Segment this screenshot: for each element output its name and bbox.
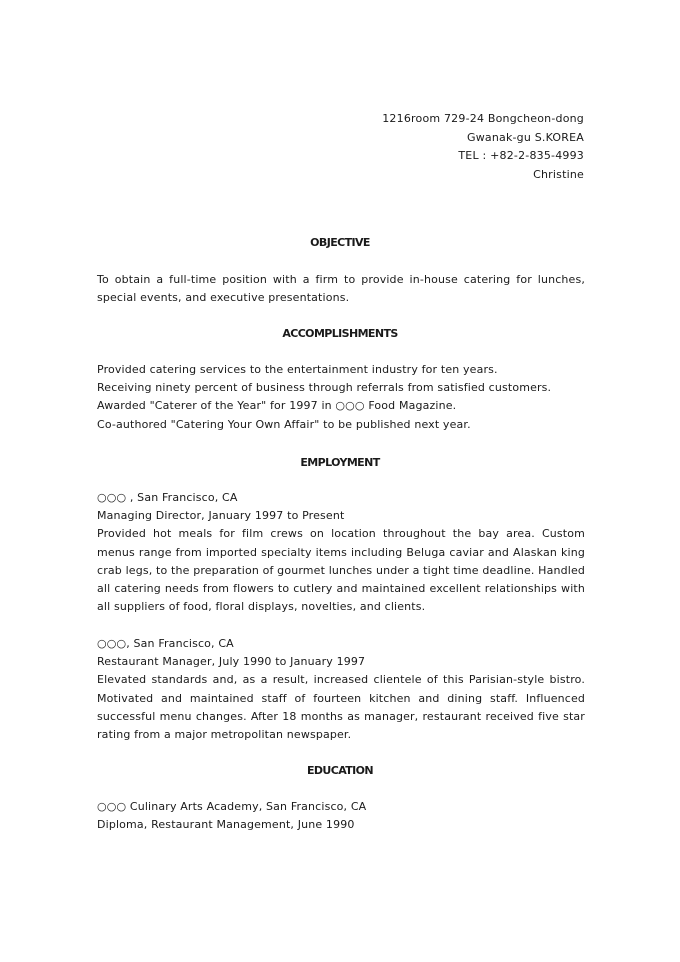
job-company: ○○○ , San Francisco, CA bbox=[97, 491, 238, 504]
job-description: Elevated standards and, as a result, increased clientele of this Parisian-style bistro. Motivated and maintained staff of fourteen kitchen and dining staff. Influenced successful menu changes. After 18 months as manager, restaurant received five star rating from a major metropolitan newspaper. bbox=[97, 673, 585, 742]
job-entry bbox=[97, 635, 585, 744]
education-degree: Diploma, Restaurant Management, June 1990 bbox=[97, 818, 355, 832]
list-item: Co-authored "Catering Your Own Affair" to be published next year. bbox=[97, 417, 471, 431]
list-item: Provided catering services to the entertainment industry for ten years. bbox=[97, 363, 498, 376]
objective-text: To obtain a full-time position with a firm to provide in-house catering for lunches, special events, and executive presentations. bbox=[97, 273, 585, 305]
education-entry bbox=[97, 798, 585, 834]
education-heading: EDUCATION bbox=[306, 764, 374, 777]
job-description: Provided hot meals for film crews on location throughout the bay area. Custom menus range from imported specialty items including Beluga caviar and Alaskan king crab legs, to the preparation of gourmet lunches under a tight time deadline. Handled all catering needs from flowers to cutlery and maintained excellent relationships with all suppliers of food, floral displays, novelties, and clients. bbox=[97, 527, 585, 614]
contact-block bbox=[382, 110, 584, 184]
job-company: ○○○, San Francisco, CA bbox=[97, 637, 234, 650]
accomplishments-list bbox=[97, 361, 585, 434]
objective-heading: OBJECTIVE bbox=[310, 236, 370, 249]
job-title: Restaurant Manager, July 1990 to January 1997 bbox=[97, 655, 366, 669]
list-item: Receiving ninety percent of business through referrals from satisfied customers. bbox=[97, 381, 552, 395]
contact-name: Christine bbox=[533, 167, 584, 181]
contact-phone: TEL : +82-2-835-4993 bbox=[458, 149, 584, 162]
contact-address: 1216room 729-24 Bongcheon-dong bbox=[382, 112, 584, 125]
contact-city: Gwanak-gu S.KOREA bbox=[466, 130, 584, 144]
list-item: Awarded "Caterer of the Year" for 1997 in ○○○ Food Magazine. bbox=[97, 399, 457, 413]
job-entry bbox=[97, 489, 585, 616]
accomplishments-heading: ACCOMPLISHMENTS bbox=[282, 327, 398, 340]
job-title: Managing Director, January 1997 to Present bbox=[97, 509, 345, 523]
education-school: ○○○ Culinary Arts Academy, San Francisco, CA bbox=[97, 800, 367, 813]
employment-heading: EMPLOYMENT bbox=[300, 456, 380, 469]
